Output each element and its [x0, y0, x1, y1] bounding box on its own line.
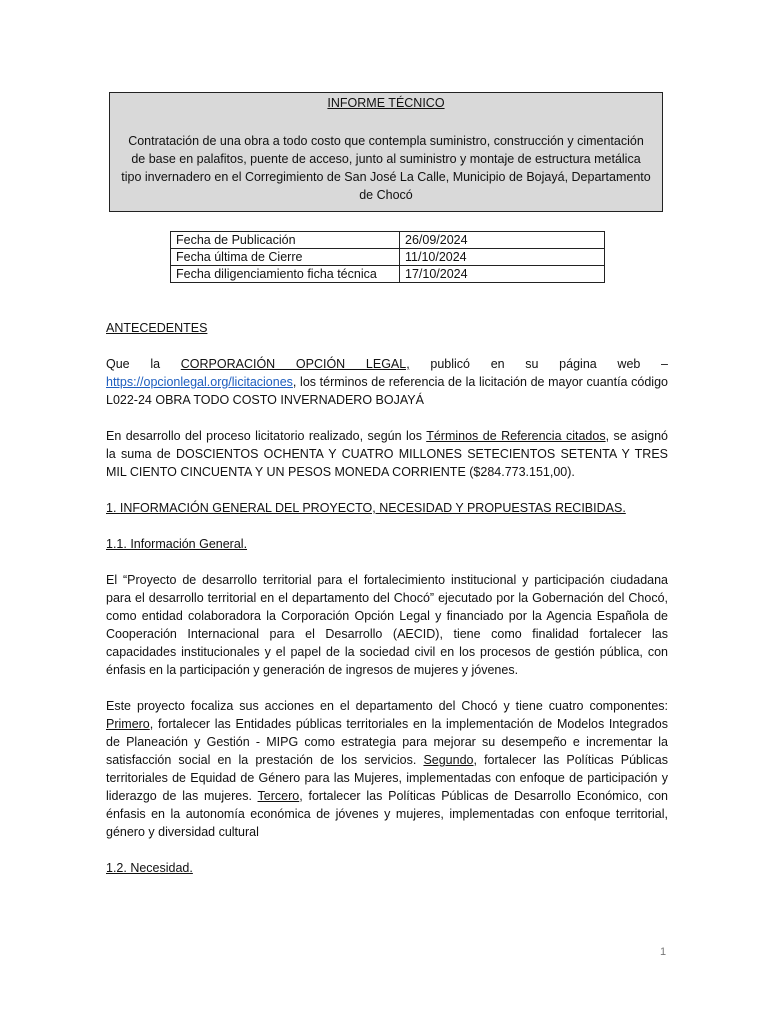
text-span: , fortalecer las Políticas Públicas de Desarrollo Económico, con énfasis en la autonomía económica de jóvenes y mujeres, implementadas con enfoque territorial, género y diversidad cultural [106, 789, 668, 839]
text-span: Este proyecto focaliza sus acciones en el departamento del Chocó y tiene cuatro componentes: [106, 699, 668, 713]
table-row [171, 249, 605, 266]
report-title: INFORME TÉCNICO [327, 96, 445, 110]
date-value: 17/10/2024 [400, 266, 605, 283]
antecedentes-paragraph-2 [106, 427, 668, 481]
component-second: Segundo [423, 753, 474, 767]
date-label: Fecha diligenciamiento ficha técnica [171, 266, 400, 283]
antecedentes-heading: ANTECEDENTES [106, 321, 208, 335]
contract-description: Contratación de una obra a todo costo que contempla suministro, construcción y cimentación de base en palafitos, puente de acceso, junto al suministro y montaje de estructura metálica tipo invernadero en el Corregimiento de San José La Calle, Municipio de Bojayá, Departamento de Chocó [121, 134, 651, 202]
section-1-heading: 1. INFORMACIÓN GENERAL DEL PROYECTO, NECESIDAD Y PROPUESTAS RECIBIDAS. [106, 501, 626, 515]
text-span: , se asignó la suma de DOSCIENTOS OCHENTA Y CUATRO MILLONES SETECIENTOS SETENTA Y TRES MIL CIENTO CINCUENTA Y UN PESOS MONEDA CORRIENTE ($284.773.151,00). [106, 429, 668, 479]
text-span: En desarrollo del proceso licitatorio realizado, según los [106, 429, 427, 443]
section-1-1-heading: 1.1. Información General. [106, 537, 248, 551]
terms-reference: Términos de Referencia citados [426, 429, 606, 443]
section-1-2-heading: 1.2. Necesidad. [106, 861, 193, 875]
report-header-box [109, 92, 663, 212]
table-row [171, 232, 605, 249]
component-first: Primero [106, 717, 150, 731]
table-row [171, 266, 605, 283]
date-value: 11/10/2024 [400, 249, 605, 266]
tenders-link[interactable]: https://opcionlegal.org/licitaciones [106, 375, 293, 389]
text-span: , los términos de referencia de la licitación de mayor cuantía código L022-24 OBRA TODO COSTO INVERNADERO BOJAYÁ [106, 375, 668, 407]
page-number: 1 [660, 946, 667, 958]
date-label: Fecha última de Cierre [171, 249, 400, 266]
text-span: publicó en su página web – [409, 357, 668, 371]
text-span: , fortalecer las Entidades públicas territoriales en la implementación de Modelos Integrados de Planeación y Gestión - MIPG como estrategia para mejorar su desempeño e incrementar la satisfacción social en la prestación de los servicios. [106, 717, 668, 767]
text-span: , fortalecer las Políticas Públicas territoriales de Equidad de Género para las Mujeres, implementadas con enfoque de participación y liderazgo de las mujeres. [106, 753, 668, 803]
document-body [106, 319, 668, 895]
antecedentes-paragraph-1 [106, 355, 668, 409]
general-info-paragraph-1: El “Proyecto de desarrollo territorial para el fortalecimiento institucional y participación ciudadana para el desarrollo territorial en el departamento del Chocó” ejecutado por la Gobernación del Chocó, como entidad colaboradora la Corporación Opción Legal y financiado por la Agencia Española de Cooperación Internacional para el Desarrollo (AECID), tiene como finalidad fortalecer las capacidades institucionales y el papel de la sociedad civil en los procesos de gestión pública, con énfasis en la participación y generación de ingresos de mujeres y jóvenes. [106, 573, 668, 677]
organization-name: CORPORACIÓN OPCIÓN LEGAL, [180, 357, 410, 371]
text-span: Que la [106, 357, 181, 371]
dates-table [170, 231, 605, 283]
date-label: Fecha de Publicación [171, 232, 400, 249]
component-third: Tercero [257, 789, 300, 803]
general-info-paragraph-2 [106, 697, 668, 841]
date-value: 26/09/2024 [400, 232, 605, 249]
